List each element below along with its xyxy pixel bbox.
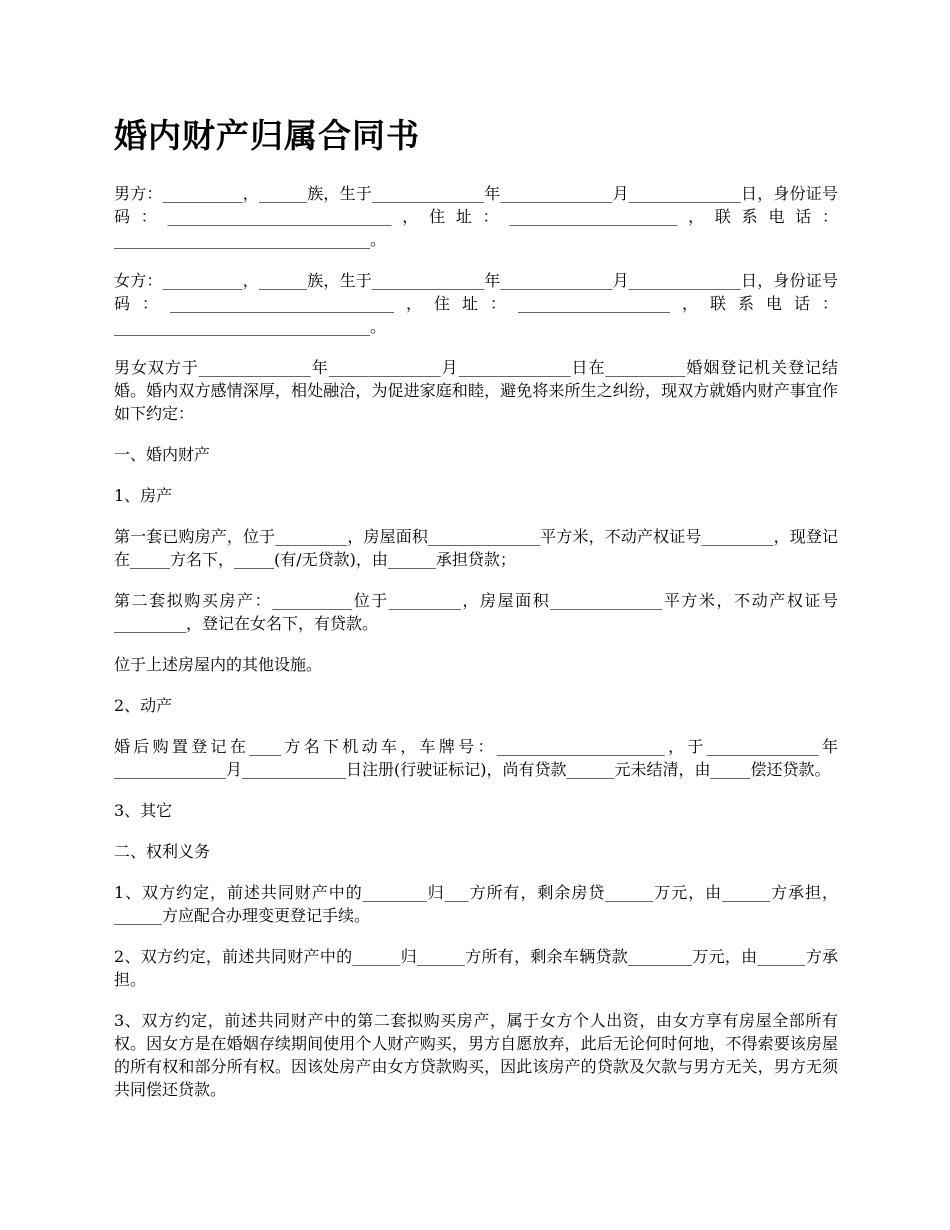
subsection-heading-real-estate: 1、房产 <box>114 486 173 505</box>
section-heading-rights-obligations: 二、权利义务 <box>114 842 211 861</box>
paragraph-vehicle: 婚后购置登记在____方名下机动车，车牌号：_____________________，于______________年______________月_____________日注册(行驶证标记)，尚有贷款______元未结清，由_____偿还贷款。 <box>114 737 838 779</box>
paragraph-second-property: 第二套拟购买房产：__________位于_________，房屋面积______________平方米，不动产权证号_________，登记在女名下，有贷款。 <box>114 591 838 633</box>
paragraph-wife-info: 女方：__________，______族，生于______________年______________月______________日，身份证号码：____________________________，住址：___________________，联系电话：________________________________。 <box>114 271 838 336</box>
section-heading-marital-property: 一、婚内财产 <box>114 445 211 464</box>
paragraph-other-facilities: 位于上述房屋内的其他设施。 <box>114 655 323 674</box>
paragraph-first-property: 第一套已购房产，位于_________，房屋面积______________平方米，不动产权证号_________，现登记在_____方名下，_____(有/无贷款)，由______承担贷款； <box>114 527 838 569</box>
paragraph-clause-1: 1、双方约定，前述共同财产中的________归___方所有，剩余房贷______万元，由______方承担，______方应配合办理变更登记手续。 <box>114 883 838 925</box>
paragraph-marriage-registration: 男女双方于______________年______________月______________日在__________婚姻登记机关登记结婚。婚内双方感情深厚，相处融洽，为促进家庭和睦，避免将来所生之纠纷，现双方就婚内财产事宜作如下约定： <box>114 358 838 423</box>
paragraph-clause-2: 2、双方约定，前述共同财产中的______归______方所有，剩余车辆贷款________万元，由______方承担。 <box>114 947 838 989</box>
document-title: 婚内财产归属合同书 <box>114 116 420 155</box>
subsection-heading-movable-property: 2、动产 <box>114 696 173 715</box>
paragraph-clause-3: 3、双方约定，前述共同财产中的第二套拟购买房产，属于女方个人出资，由女方享有房屋全部所有权。因女方是在婚姻存续期间使用个人财产购买，男方自愿放弃，此后无论何时何地，不得索要该房屋的所有权和部分所有权。因该处房产由女方贷款购买，因此该房产的贷款及欠款与男方无关，男方无须共同偿还贷款。 <box>114 1011 838 1099</box>
subsection-heading-other: 3、其它 <box>114 801 173 820</box>
paragraph-husband-info: 男方：__________，______族，生于______________年______________月______________日，身份证号码：____________________________，住址：_____________________，联系电话：________________________________。 <box>114 184 838 249</box>
